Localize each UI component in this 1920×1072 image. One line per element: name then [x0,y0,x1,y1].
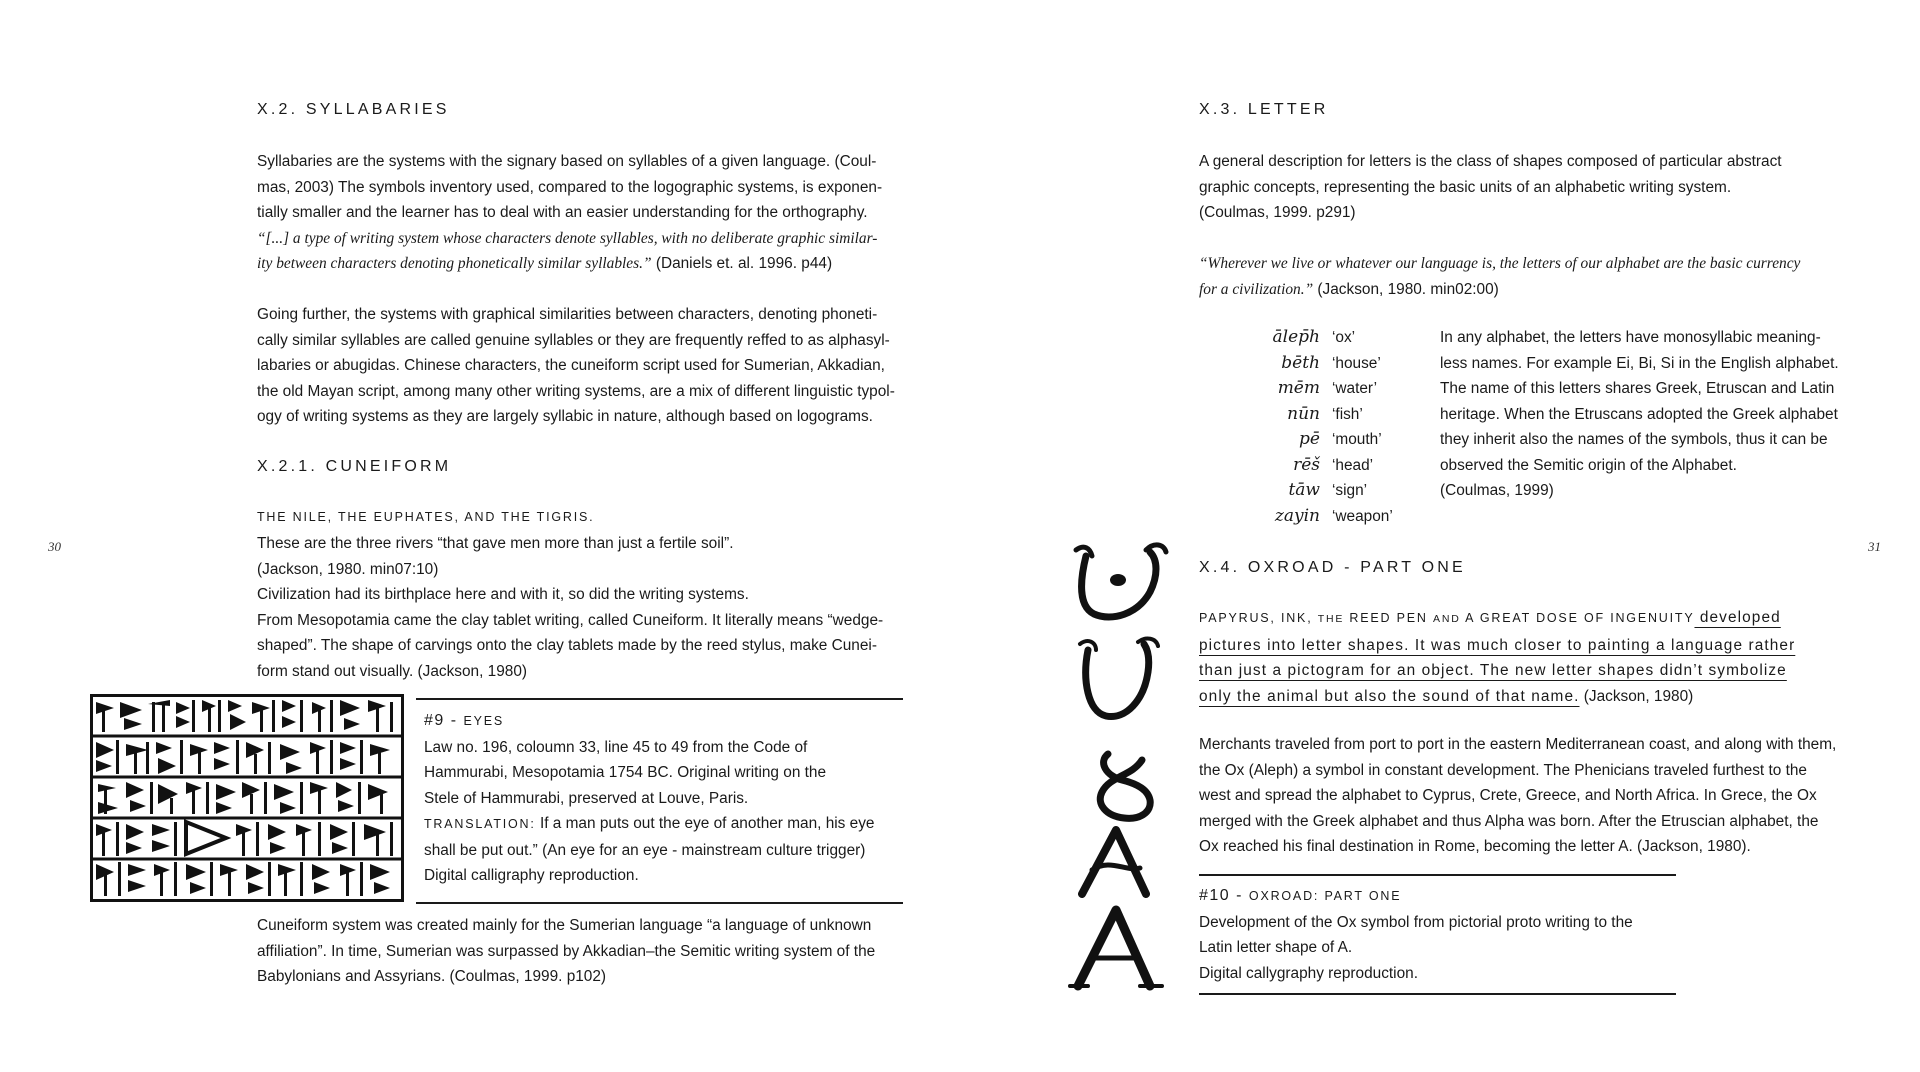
text-line: Civilization had its birthplace here and with it, so did the writing systems. [257,586,749,603]
letter-name: ālep̄h [1272,327,1320,347]
letter-meaning: ‘mouth’ [1332,431,1382,448]
quote-citation: (Daniels et. al. 1996. p44) [651,255,833,272]
oxroad-lead [1199,605,1879,709]
list-item [1210,504,1393,530]
caption-rule-bottom [1199,993,1676,995]
text-line: Syllabaries are the systems with the signary based on syllables of a given language. (Coul- [257,153,877,170]
translation-text: If a man puts out the eye of another man, his eye [535,815,875,832]
heading-oxroad: X.4. OXROAD - PART ONE [1199,559,1466,576]
cuneiform-tablet-image [90,694,404,902]
cuneiform-glyphs [90,694,404,902]
caption-number: #9 - [424,712,464,729]
text-line: Cuneiform system was created mainly for the Sumerian language “a language of unknown [257,917,872,934]
underlined-text: than just a pictogram for an object. The new letter shapes didn’t symbolize [1199,662,1787,679]
syllabaries-paragraph [257,149,907,277]
letter-name: bēth [1281,352,1320,373]
caption-line: Latin letter shape of A. [1199,939,1353,956]
text-line: less names. For example Ei, Bi, Si in the English alphabet. [1440,354,1839,372]
text-line: merged with the Greek alphabet and thus Alpha was born. After the Etruscian alphabet, the [1199,812,1819,830]
text-line: A general description for letters is the class of shapes composed of particular abstract [1199,153,1782,170]
caption-footer: Digital calligraphy reproduction. [424,867,639,884]
daniels-quote: “[...] a type of writing system whose characters denote syllables, with no deliberate graphic similar- [257,229,878,247]
heading-syllabaries: X.2. SYLLABARIES [257,101,450,118]
page-number-left: 30 [48,539,61,554]
cuneiform-closing-paragraph [257,913,907,990]
text-line: Babylonians and Assyrians. (Coulmas, 1999. p102) [257,968,607,985]
list-item [1210,453,1393,479]
list-item [1210,478,1393,504]
caption-number: #10 - [1199,887,1249,904]
text-line: From Mesopotamia came the clay tablet writing, called Cuneiform. It literally means “wedge- [257,611,884,629]
text-line: tially smaller and the learner has to deal with an easier understanding for the orthography. [257,204,868,221]
letter-name: pē [1299,429,1320,449]
underlined-text: pictures into letter shapes. It was much closer to painting a language rather [1199,636,1796,654]
list-item [1210,427,1393,453]
heading-letter: X.3. LETTER [1199,101,1329,118]
letter-meaning: ‘fish’ [1332,405,1363,423]
letter-paragraph [1199,149,1849,226]
heading-cuneiform: X.2.1. CUNEIFORM [257,458,452,475]
text-line: cally similar syllables are called genuine syllables or they are frequently reffed to as alphasyl- [257,331,890,349]
page-number-right: 31 [1868,539,1881,554]
lead-caps-small: THE [1317,613,1345,625]
letter-meaning: ‘weapon’ [1332,507,1393,525]
text-line: Going further, the systems with graphical similarities between characters, denoting phoneti- [257,306,878,323]
letter-meaning: ‘sign’ [1332,482,1368,499]
quote-text-end: for a civilization.” [1199,280,1314,298]
caption-line: shall be put out.” (An eye for an eye - mainstream culture trigger) [424,841,866,859]
lead-caps-small: AND [1433,613,1461,625]
text-line: the Ox (Aleph) a symbol in constant development. The Phenicians traveled furthest to the [1199,761,1807,779]
caption-line: Stele of Hammurabi, preserved at Louve, Paris. [424,789,749,807]
underlined-text: only the animal but also the sound of that name. [1199,687,1580,705]
letter-meaning: ‘water’ [1332,380,1378,397]
text-line: These are the three rivers “that gave men more than just a fertile soil”. [257,535,734,552]
caption-title: EYES [463,714,505,728]
names-description [1440,325,1860,504]
caption-line: Law no. 196, coloumn 33, line 45 to 49 from the Code of [424,738,808,756]
text-line: In any alphabet, the letters have monosyllabic meaning- [1440,329,1821,346]
text-line: Merchants traveled from port to port in the eastern Mediterranean coast, and along with them, [1199,736,1837,753]
caption-eyes [424,708,904,889]
caption-oxroad [1199,883,1679,986]
text-line: they inherit also the names of the symbols, thus it can be [1440,431,1828,448]
citation: (Jackson, 1980) [1579,687,1694,705]
text-line: the old Mayan script, among many other writing systems, are a mix of different linguistic typol- [257,382,895,400]
list-item [1210,351,1393,377]
text-line: mas, 2003) The symbols inventory used, compared to the logographic systems, is exponen- [257,178,883,196]
ox-evolution-column [1066,540,1176,1000]
caption-rule-bottom [416,902,903,904]
jackson-quote [1199,251,1879,302]
text-line: The name of this letters shares Greek, Etruscan and Latin [1440,380,1835,397]
oxroad-paragraph [1199,732,1879,860]
lead-caps: PAPYRUS, INK, [1199,611,1318,625]
syllabaries-paragraph-2 [257,302,907,430]
text-line: form stand out visually. (Jackson, 1980) [257,662,528,680]
caption-rule-top [416,698,903,700]
caption-line: Digital callygraphy reproduction. [1199,964,1419,982]
letter-name: nūn [1287,403,1320,424]
letter-meaning: ‘head’ [1332,456,1374,474]
letter-name: rēš [1293,454,1320,475]
text-line: (Coulmas, 1999) [1440,482,1554,499]
lead-caps: REED PEN [1344,611,1434,625]
letter-name: zayin [1274,505,1320,526]
translation-label: TRANSLATION: [424,817,536,831]
cuneiform-subheading: THE NILE, THE EUPHATES, AND THE TIGRIS. [257,510,595,524]
caption-line: Development of the Ox symbol from pictorial proto writing to the [1199,913,1633,931]
daniels-quote-end: ity between characters denoting phonetically similar syllables.” [257,255,652,272]
text-line: observed the Semitic origin of the Alphabet. [1440,456,1737,474]
text-line: (Coulmas, 1999. p291) [1199,204,1356,221]
letter-meaning: ‘ox’ [1332,329,1356,346]
letter-meaning: ‘house’ [1332,354,1381,372]
quote-citation: (Jackson, 1980. min02:00) [1313,280,1499,298]
caption-rule-top [1199,874,1676,876]
ox-head-pictogram [1066,540,1176,1000]
text-line: labaries or abugidas. Chinese characters, the cuneiform script used for Sumerian, Akkadian, [257,357,885,374]
quote-text: “Wherever we live or whatever our language is, the letters of our alphabet are the basic currency [1199,255,1801,272]
caption-line: Hammurabi, Mesopotamia 1754 BC. Original writing on the [424,764,827,781]
lead-caps: A GREAT DOSE OF INGENUITY [1460,611,1695,625]
text-line: west and spread the alphabet to Cyprus, Crete, Greece, and North Africa. In Grece, the Ox [1199,787,1817,804]
list-item [1210,325,1393,351]
list-item [1210,402,1393,428]
text-line: ogy of writing systems as they are largely syllabic in nature, although based on logograms. [257,408,873,425]
text-line: Ox reached his final destination in Rome, becoming the letter A. (Jackson, 1980). [1199,838,1751,855]
list-item [1210,376,1393,402]
letter-name: tāw [1288,480,1320,500]
text-line: heritage. When the Etruscans adopted the Greek alphabet [1440,405,1838,423]
text-line: (Jackson, 1980. min07:10) [257,560,439,578]
caption-title: OXROAD: PART ONE [1248,889,1402,903]
letter-name: mēm [1277,378,1320,398]
text-line: shaped”. The shape of carvings onto the clay tablets made by the reed stylus, make Cunei- [257,637,877,654]
semitic-names-list [1210,325,1410,529]
text-line: graphic concepts, representing the basic units of an alphabetic writing system. [1199,178,1732,196]
cuneiform-paragraph [257,531,907,684]
underlined-text: developed [1694,609,1781,626]
text-line: affiliation”. In time, Sumerian was surpassed by Akkadian–the Semitic writing system of the [257,942,876,960]
